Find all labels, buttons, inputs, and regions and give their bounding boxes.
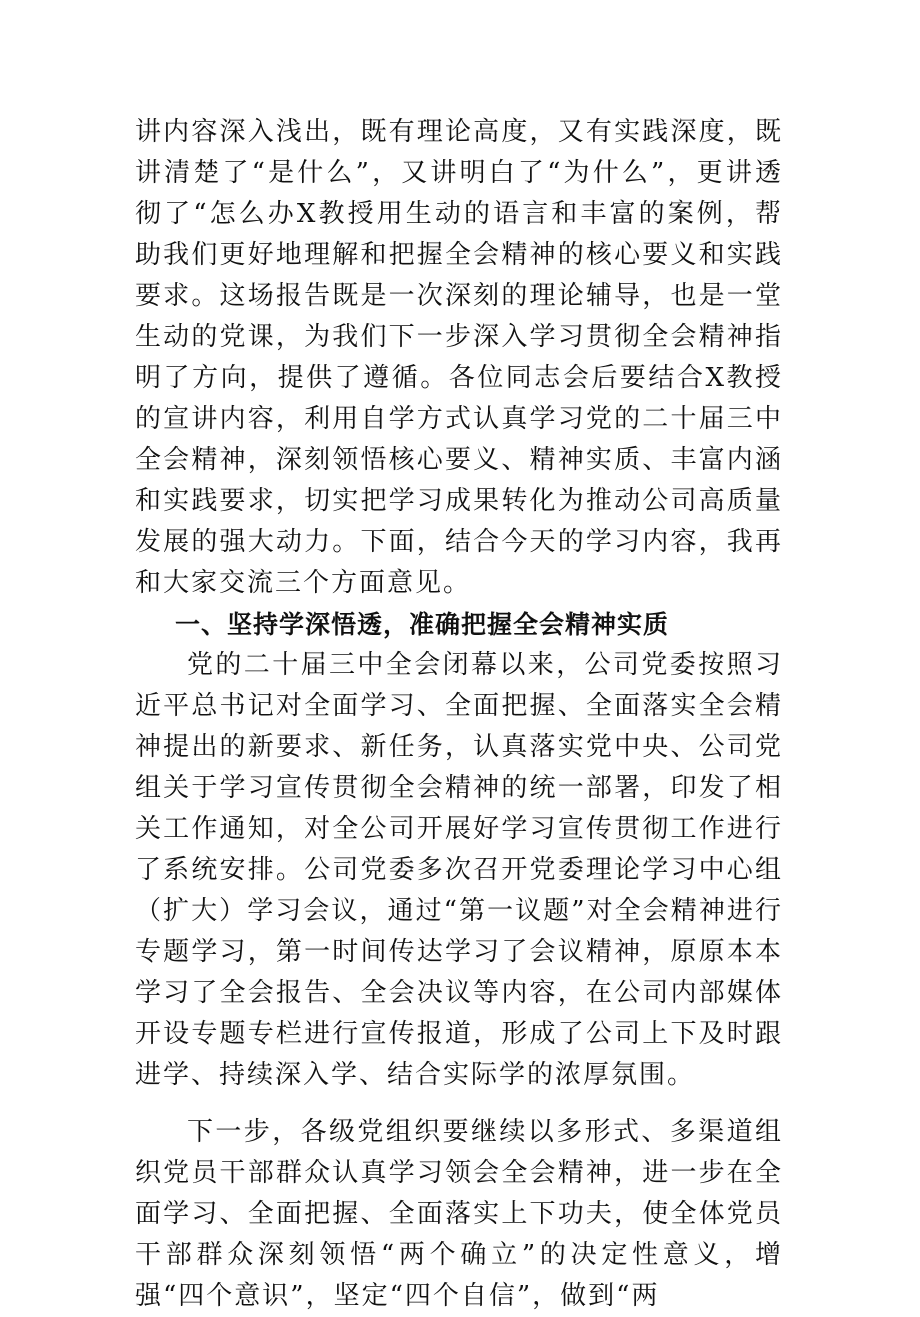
intro-paragraph: 讲内容深入浅出，既有理论高度，又有实践深度，既讲清楚了“是什么”，又讲明白了“为什么”，更讲透彻了“怎么办X教授用生动的语言和丰富的案例，帮助我们更好地理解和把握全会精神的核心要义和实践要求。这场报告既是一次深刻的理论辅导，也是一堂生动的党课，为我们下一步深入学习贯彻全会精神指明了方向，提供了遵循。各位同志会后要结合X教授的宣讲内容，利用自学方式认真学习党的二十届三中全会精神，深刻领悟核心要义、精神实质、丰富内涵和实践要求，切实把学习成果转化为推动公司高质量发展的强大动力。下面，结合今天的学习内容，我再和大家交流三个方面意见。: [135, 117, 783, 598]
section-heading-1: 一、坚持学深悟透，准确把握全会精神实质: [175, 610, 670, 639]
paragraph-gap: [135, 1096, 783, 1112]
section1-paragraph-1: 党的二十届三中全会闭幕以来，公司党委按照习近平总书记对全面学习、全面把握、全面落实全会精神提出的新要求、新任务，认真落实党中央、公司党组关于学习宣传贯彻全会精神的统一部署，印发了相关工作通知，对全公司开展好学习宣传贯彻工作进行了系统安排。公司党委多次召开党委理论学习中心组（扩大）学习会议，通过“第一议题”对全会精神进行专题学习，第一时间传达学习了会议精神，原原本本学习了全会报告、全会决议等内容，在公司内部媒体开设专题专栏进行宣传报道，形成了公司上下及时跟进学、持续深入学、结合实际学的浓厚氛围。: [135, 650, 783, 1090]
section1-paragraph-2: 下一步，各级党组织要继续以多形式、多渠道组织党员干部群众认真学习领会全会精神，进一步在全面学习、全面把握、全面落实上下功夫，使全体党员干部群众深刻领悟“两个确立”的决定性意义，增强“四个意识”，坚定“四个自信”，做到“两: [135, 1117, 783, 1311]
document-body: [135, 112, 783, 1317]
